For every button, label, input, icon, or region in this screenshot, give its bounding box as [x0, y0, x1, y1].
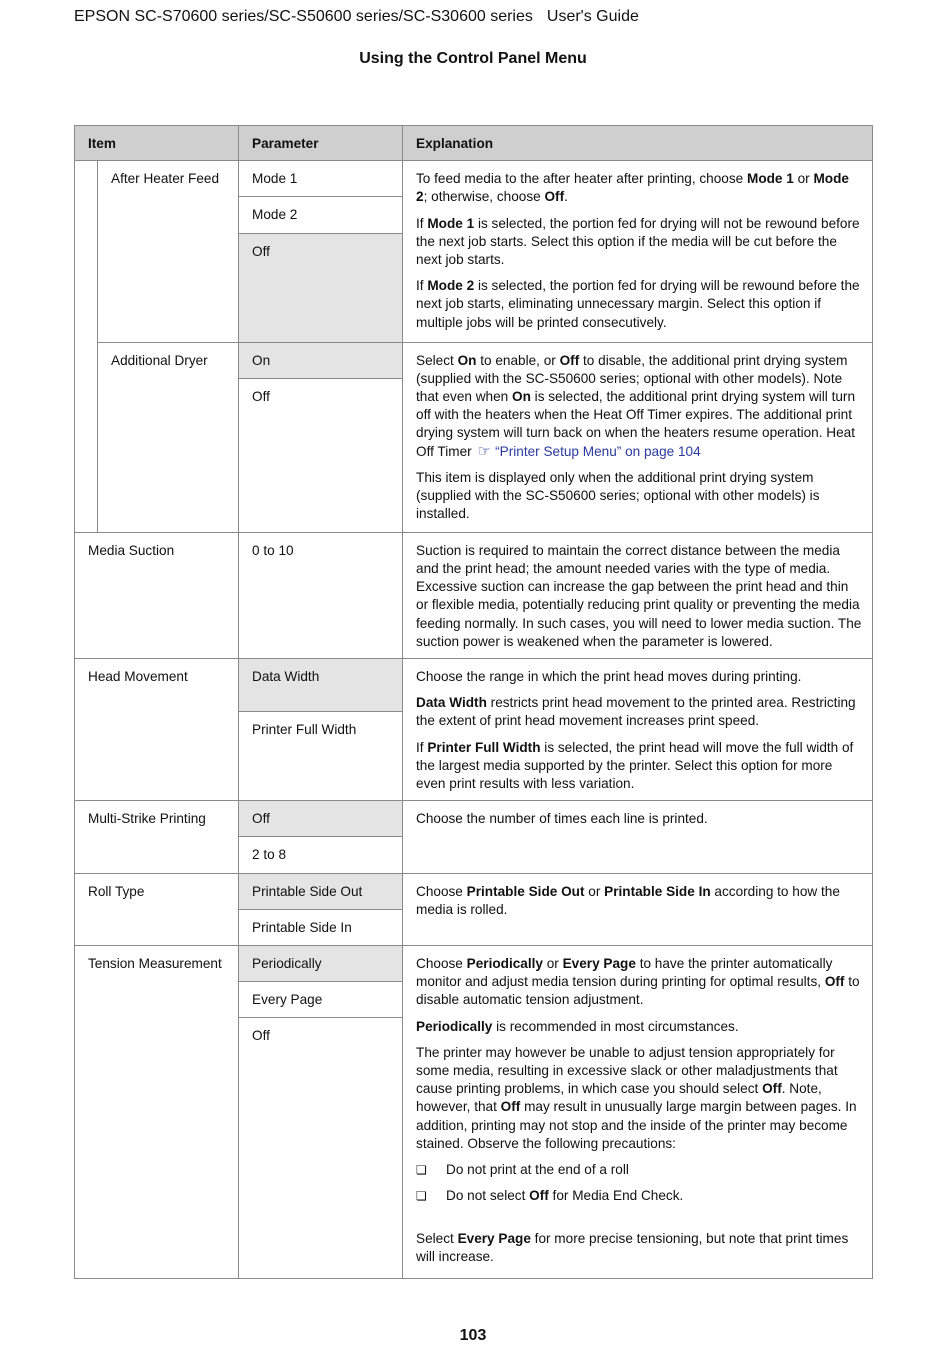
param-mode-1: Mode 1: [239, 161, 403, 197]
param-periodically: Periodically: [239, 946, 403, 982]
paragraph: If Mode 1 is selected, the portion fed for drying will not be rewound before the next job starts. Select this option if the media will be cut before the next job starts.: [416, 215, 860, 268]
param-on: On: [239, 342, 403, 378]
item-additional-dryer: Additional Dryer: [98, 342, 239, 532]
table-row: [75, 342, 873, 378]
paragraph: If Printer Full Width is selected, the print head will move the full width of the largest media supported by the printer. Select this option for more even print results with less variation.: [416, 739, 854, 792]
item-roll-type: Roll Type: [75, 873, 239, 945]
printer-setup-menu-link[interactable]: “Printer Setup Menu” on page 104: [495, 443, 701, 459]
page-number: 103: [459, 1327, 487, 1344]
explanation-roll-type: [403, 873, 873, 945]
param-printable-side-out: Printable Side Out: [239, 873, 403, 909]
column-header-item: Item: [75, 126, 239, 161]
paragraph: Choose Periodically or Every Page to have the printer automatically monitor and adjust media tension during printing for optimal results, Off to disable automatic tension adjustment.: [416, 956, 860, 1008]
paragraph: The printer may however be unable to adjust tension appropriately for some media, resulting in excessive slack or other maladjustments that cause printing problems, in which case you should select Off. Note, however, that Off may result in unusually large margin between pages. In addition, printing may not stop and the inside of the printer may become stained. Observe the following precautions:: [416, 1044, 857, 1151]
column-header-explanation: Explanation: [403, 126, 873, 161]
section-title: Using the Control Panel Menu: [359, 50, 587, 67]
column-header-parameter: Parameter: [239, 126, 403, 161]
explanation-after-heater-feed: [403, 161, 873, 342]
paragraph: Choose Printable Side Out or Printable Side In according to how the media is rolled.: [416, 883, 840, 917]
paragraph: Choose the range in which the print head moves during printing.: [416, 669, 802, 685]
table-row: [75, 946, 873, 982]
item-media-suction: Media Suction: [75, 532, 239, 658]
param-every-page: Every Page: [239, 982, 403, 1018]
table-row: [75, 801, 873, 837]
running-header: [74, 8, 639, 26]
paragraph: Choose the number of times each line is printed.: [416, 811, 708, 827]
explanation-media-suction: [403, 532, 873, 658]
paragraph: If Mode 2 is selected, the portion fed for drying will be rewound before the next job starts, eliminating unnecessary margin. Select this option if multiple jobs will be printed consecutively.: [416, 278, 860, 330]
explanation-head-movement: [403, 659, 873, 801]
paragraph: Select Every Page for more precise tensioning, but note that print times will increase.: [416, 1230, 849, 1264]
list-item: ❏ Do not print at the end of a roll: [416, 1161, 862, 1179]
param-printer-full-width: Printer Full Width: [239, 712, 403, 801]
item-tension-measurement: Tension Measurement: [75, 946, 239, 1279]
paragraph: Suction is required to maintain the correct distance between the media and the print head; the amount needed varies with the type of media. Excessive suction can increase the gap between the print head and thin or flexible media, potentially reducing print quality or preventing the media feeding normally. In such cases, you will need to lower media suction. The suction power is weakened when the parameter is lowered.: [416, 542, 862, 649]
list-item: ❏ Do not select Off for Media End Check.: [416, 1187, 862, 1205]
paragraph: This item is displayed only when the additional print drying system (supplied with the SC-S50600 series; optional with other models) is installed.: [416, 469, 820, 522]
param-off: Off: [239, 233, 403, 342]
item-head-movement: Head Movement: [75, 659, 239, 801]
param-0-to-10: 0 to 10: [239, 532, 403, 658]
control-panel-menu-table: [74, 125, 873, 1279]
item-after-heater-feed: After Heater Feed: [98, 161, 239, 342]
pointing-hand-icon: ☞: [477, 442, 492, 460]
paragraph: Periodically is recommended in most circumstances.: [416, 1018, 739, 1034]
table-row: [75, 873, 873, 909]
product-name: EPSON SC-S70600 series/SC-S50600 series/SC-S30600 series: [74, 8, 533, 25]
explanation-additional-dryer: [403, 342, 873, 532]
param-mode-2: Mode 2: [239, 197, 403, 233]
table-header-row: [75, 126, 873, 161]
table-row: [75, 532, 873, 658]
param-off: Off: [239, 1018, 403, 1279]
checkbox-bullet-icon: ❏: [416, 1189, 427, 1204]
item-multi-strike-printing: Multi-Strike Printing: [75, 801, 239, 873]
param-off: Off: [239, 378, 403, 532]
explanation-tension-measurement: [403, 946, 873, 1279]
checkbox-bullet-icon: ❏: [416, 1163, 427, 1178]
param-off: Off: [239, 801, 403, 837]
paragraph: To feed media to the after heater after printing, choose Mode 1 or Mode 2; otherwise, choose Off.: [416, 171, 849, 205]
indent-cell: [75, 161, 98, 533]
param-data-width: Data Width: [239, 659, 403, 712]
explanation-multi-strike-printing: [403, 801, 873, 873]
table-row: [75, 659, 873, 712]
paragraph: Select On to enable, or Off to disable, the additional print drying system (supplied with the SC-S50600 series; optional with other models). Note that even when On is selected, the additional print drying system will turn off with the heaters when the Heat Off Timer expires. The additional print drying system will turn back on when the heaters resume operation. Heat Off Timer ☞ “Printer Setup Menu” on page 104: [416, 352, 856, 460]
paragraph: Data Width restricts print head movement to the printed area. Restricting the extent of print head movement increases print speed.: [416, 695, 856, 729]
guide-name: User's Guide: [546, 8, 639, 25]
table-row: [75, 161, 873, 197]
param-2-to-8: 2 to 8: [239, 837, 403, 873]
param-printable-side-in: Printable Side In: [239, 909, 403, 945]
